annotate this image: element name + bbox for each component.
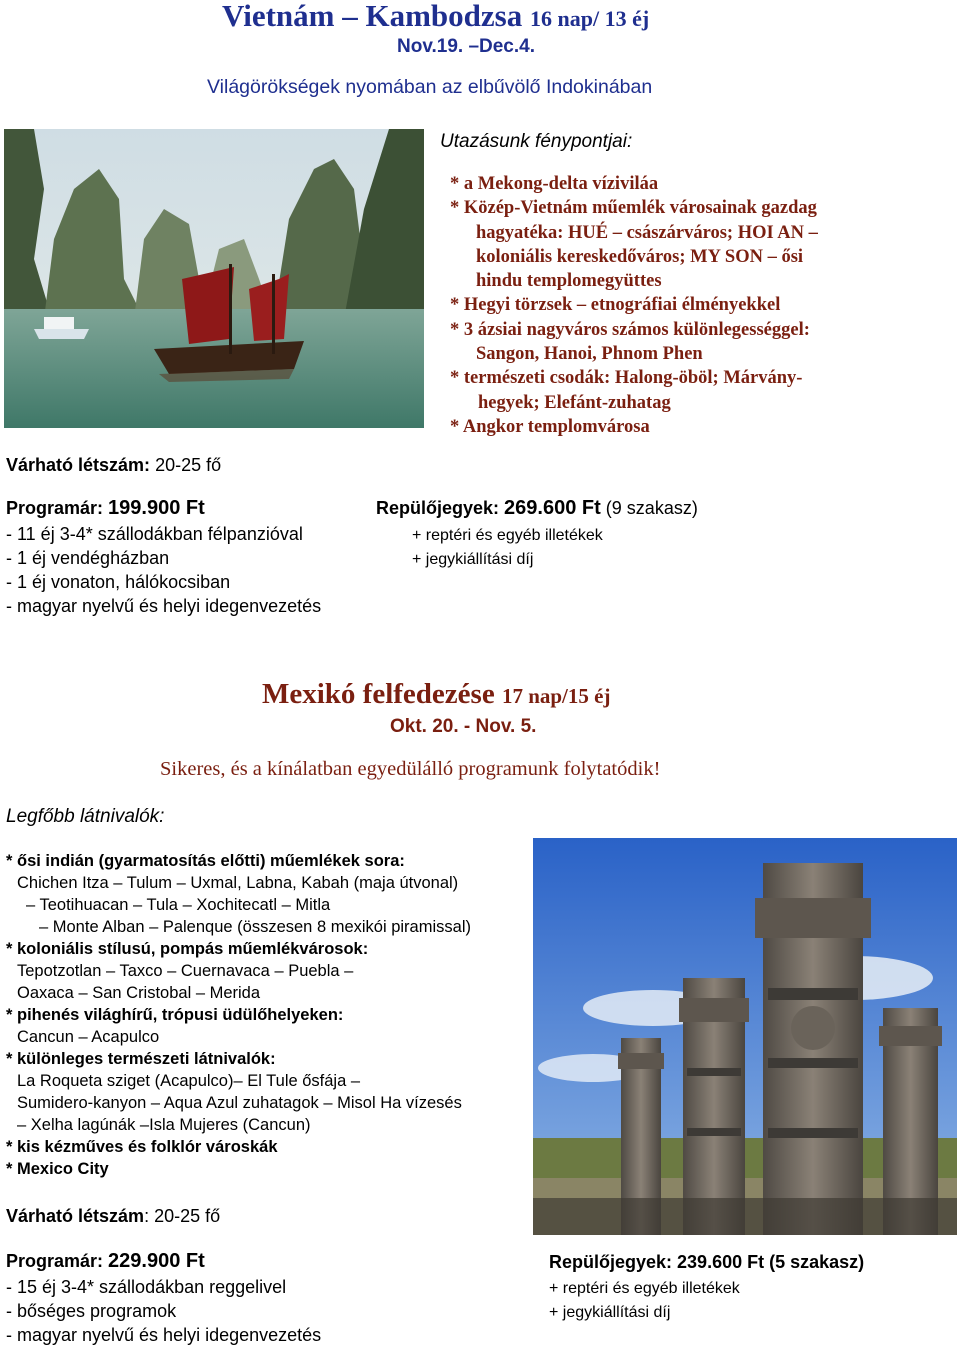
sights-line: – Monte Alban – Palenque (összesen 8 mexikói piramissal) bbox=[39, 918, 471, 936]
mexico-title-days: 17 nap/15 éj bbox=[501, 684, 611, 708]
vietnam-highlights-heading: Utazásunk fénypontjai: bbox=[440, 131, 633, 152]
highlight-line: * Angkor templomvárosa bbox=[450, 416, 650, 437]
extra-line: + jegykiállítási díj bbox=[412, 551, 534, 568]
mexico-includes bbox=[6, 1275, 321, 1347]
vietnam-extras bbox=[412, 524, 603, 572]
mexico-title-main: Mexikó felfedezése bbox=[262, 678, 495, 710]
vietnam-price bbox=[6, 497, 205, 520]
price-value: 229.900 Ft bbox=[108, 1250, 205, 1272]
include-line: - magyar nyelvű és helyi idegenvezetés bbox=[6, 596, 322, 616]
sights-line: Tepotzotlan – Taxco – Cuernavaca – Puebla – bbox=[17, 962, 354, 980]
sights-line: * Mexico City bbox=[6, 1160, 109, 1178]
highlight-line: hegyek; Elefánt-zuhatag bbox=[478, 392, 671, 413]
sights-line: La Roqueta sziget (Acapulco)– El Tule ősfája – bbox=[17, 1072, 361, 1090]
highlight-line: * természeti csodák: Halong-öböl; Márvány- bbox=[450, 368, 803, 389]
highlight-line: Sangon, Hanoi, Phnom Phen bbox=[476, 344, 703, 365]
flight-label: Repülőjegyek: bbox=[376, 498, 500, 518]
expected-value: 20-25 fő bbox=[155, 455, 222, 475]
extra-line: + jegykiállítási díj bbox=[549, 1304, 671, 1321]
include-line: - 15 éj 3-4* szállodákban reggelivel bbox=[6, 1277, 287, 1297]
highlight-line: * Hegyi törzsek – etnográfiai élményekkel bbox=[450, 295, 781, 316]
vietnam-flight bbox=[376, 497, 698, 520]
price-label: Programár: bbox=[6, 498, 104, 518]
sights-line: Sumidero-kanyon – Aqua Azul zuhatagok – Misol Ha vízesés bbox=[17, 1094, 462, 1112]
include-line: - magyar nyelvű és helyi idegenvezetés bbox=[6, 1325, 322, 1345]
highlight-line: koloniális kereskedőváros; MY SON – ősi bbox=[476, 246, 804, 267]
vietnam-dates: Nov.19. –Dec.4. bbox=[397, 36, 536, 57]
flight-value: 269.600 Ft bbox=[504, 497, 601, 519]
extra-line: + reptéri és egyéb illetékek bbox=[412, 527, 603, 544]
tula-atlantes-photo bbox=[533, 838, 957, 1235]
vietnam-title-days: 16 nap/ 13 éj bbox=[530, 6, 650, 31]
highlight-line: hindu templomegyüttes bbox=[476, 271, 662, 292]
highlight-line: hagyatéka: HUÉ – császárváros; HOI AN – bbox=[476, 222, 818, 243]
mexico-extras bbox=[549, 1277, 740, 1325]
sights-line: * koloniális stílusú, pompás műemlékvárosok: bbox=[6, 940, 369, 958]
expected-label: Várható létszám: bbox=[6, 455, 151, 475]
vietnam-subtitle: Világörökségek nyomában az elbűvölő Indokinában bbox=[207, 76, 653, 98]
price-label: Programár: bbox=[6, 1251, 104, 1271]
include-line: - bőséges programok bbox=[6, 1301, 177, 1321]
mexico-dates: Okt. 20. - Nov. 5. bbox=[390, 716, 537, 737]
mexico-title bbox=[262, 676, 610, 714]
mexico-price bbox=[6, 1250, 205, 1273]
sights-line: * különleges természeti látnivalók: bbox=[6, 1050, 276, 1068]
include-line: - 1 éj vonaton, hálókocsiban bbox=[6, 572, 231, 592]
mexico-subtitle: Sikeres, és a kínálatban egyedülálló programunk folytatódik! bbox=[160, 758, 661, 780]
sights-line: * pihenés világhírű, trópusi üdülőhelyeken: bbox=[6, 1006, 344, 1024]
vietnam-title bbox=[222, 0, 649, 37]
price-value: 199.900 Ft bbox=[108, 497, 205, 519]
sights-line: * kis kézműves és folklór városkák bbox=[6, 1138, 278, 1156]
highlight-line: * 3 ázsiai nagyváros számos különlegességgel: bbox=[450, 319, 810, 340]
include-line: - 11 éj 3-4* szállodákban félpanzióval bbox=[6, 524, 303, 544]
include-line: - 1 éj vendégházban bbox=[6, 548, 170, 568]
sights-line: Oaxaca – San Cristobal – Merida bbox=[17, 984, 261, 1002]
vietnam-title-main: Vietnám – Kambodzsa bbox=[222, 0, 523, 33]
mexico-flight: Repülőjegyek: 239.600 Ft (5 szakasz) bbox=[549, 1252, 865, 1272]
sights-line: Cancun – Acapulco bbox=[17, 1028, 160, 1046]
expected-value: : 20-25 fő bbox=[144, 1206, 221, 1226]
mexico-sights-list bbox=[6, 850, 471, 1180]
highlight-line: * Közép-Vietnám műemlék városainak gazdag bbox=[450, 198, 817, 219]
extra-line: + reptéri és egyéb illetékek bbox=[549, 1280, 740, 1297]
vietnam-expected-count bbox=[6, 455, 221, 476]
flight-note: (9 szakasz) bbox=[605, 498, 698, 518]
mexico-expected-count bbox=[6, 1206, 220, 1227]
halong-bay-junk-photo bbox=[4, 129, 424, 428]
vietnam-includes bbox=[6, 522, 321, 618]
highlight-line: * a Mekong-delta víziviláa bbox=[450, 174, 659, 194]
mexico-sights-heading: Legfőbb látnivalók: bbox=[6, 806, 165, 827]
sights-line: Chichen Itza – Tulum – Uxmal, Labna, Kabah (maja útvonal) bbox=[17, 874, 459, 892]
sights-line: – Xelha lagúnák –Isla Mujeres (Cancun) bbox=[17, 1116, 311, 1134]
sights-line: * ősi indián (gyarmatosítás előtti) műemlékek sora: bbox=[6, 852, 405, 870]
vietnam-highlights-list bbox=[450, 172, 818, 439]
expected-label: Várható létszám bbox=[6, 1206, 145, 1226]
sights-line: – Teotihuacan – Tula – Xochitecatl – Mitla bbox=[26, 896, 331, 914]
